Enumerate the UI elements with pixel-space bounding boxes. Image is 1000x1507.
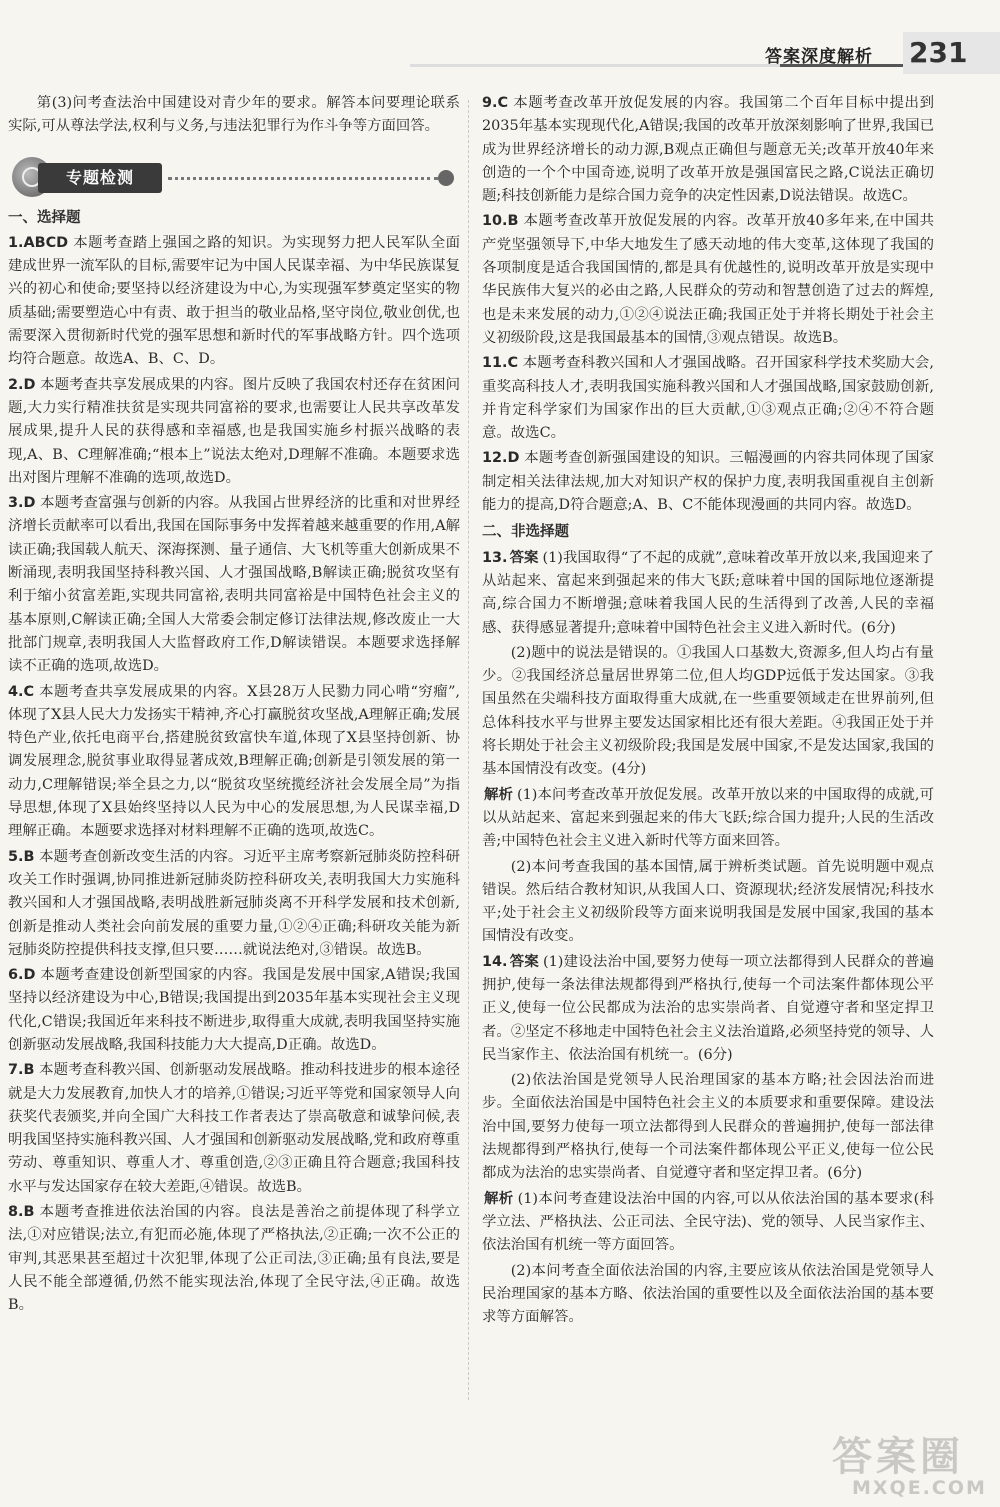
item-text: (1)我国取得“了不起的成就”,意味着改革开放以来,我国迎来了从站起来、富起来到强起来的伟大飞跃;意味着中国的国际地位逐渐提高,综合国力不断增强;意味着我国人民的生活得到了改善,人民的幸福感、获得感显著提升;意味着中国特色社会主义进入新时代。(6分) [482,549,934,636]
section-banner [8,155,460,199]
item-text: (1)本问考查改革开放促发展。改革开放以来的中国取得的成就,可以从站起来、富起来到强起来的伟大飞跃;综合国力提升;人民的生活改善;中国特色社会主义进入新时代等方面来回答。 [482,786,934,850]
item-text: (1)建设法治中国,要努力使每一项立法都得到人民群众的普遍拥护,使每一条法律法规都得到严格执行,使每一个司法案件都体现公平正义,使每一位公民都成为法治的忠实崇尚者、自觉遵守者和坚定捍卫者。②坚定不移地走中国特色社会主义法治道路,必须坚持党的领导、人民当家作主、依法治国有机统一。(6分) [482,953,934,1063]
item-number: 8.B [8,1204,35,1221]
item-number: 11.C [482,355,519,372]
answer-item [482,352,934,445]
page-number: 231 [909,36,968,69]
intro-paragraph: 第(3)问考查法治中国建设对青少年的要求。解答本问要理论联系实际,可从尊法学法,权利与义务,与违法犯罪行为作斗争等方面回答。 [8,95,460,135]
q14-answer-1 [482,951,934,1067]
item-number: 13. [482,549,508,566]
item-text: (1)本问考查建设法治中国的内容,可以从依法治国的基本要求(科学立法、严格执法、公正司法、全民守法)、党的领导、人民当家作主、依法治国有机统一等方面回答。 [482,1190,934,1254]
watermark-url: MXQE.COM [852,1477,987,1499]
item-number: 12.D [482,450,520,467]
answer-item [482,210,934,350]
analysis-label: 解析 [484,786,514,803]
item-number: 4.C [8,683,35,700]
left-column [8,92,460,1320]
watermark-logo [812,1425,992,1505]
answer-item [8,1201,460,1317]
answer-label: 答案 [509,549,539,566]
item-number: 10.B [482,213,519,230]
dotted-rule [168,177,438,180]
item-number: 7.B [8,1062,35,1079]
banner-end-dot-icon [438,170,454,186]
answer-item [8,492,460,678]
analysis-label: 解析 [484,1190,514,1207]
q13-answer-2: (2)题中的说法是错误的。①我国人口基数大,资源多,但人均占有量少。②我国经济总量居世界第二位,但人均GDP远低于发达国家。③我国虽然在尖端科技方面取得重大成就,在一些重要领域走在世界前列,但总体科技水平与世界主要发达国家相比还有很大差距。④我国正处于并将长期处于社会主义初级阶段;我国是发展中国家,不是发达国家,我国的基本国情没有改变。(4分) [482,644,934,778]
answer-item [8,681,460,844]
item-text: 本题考查科教兴国、创新驱动发展战略。推动科技进步的根本途径就是大力发展教育,加快人才的培养,①错误;习近平等党和国家领导人向获奖代表颁奖,并向全国广大科技工作者表达了崇高敬意和诚挚问候,表明我国坚持实施科教兴国、人才强国和创新驱动发展战略,党和政府尊重劳动、尊重知识、尊重人才、尊重创造,②③正确且符合题意;我国科技水平与发达国家存在较大差距,④错误。故选B。 [8,1062,460,1195]
answer-item [482,92,934,208]
right-column [482,92,934,1331]
q13-analysis-2: (2)本问考查我国的基本国情,属于辨析类试题。首先说明题中观点错误。然后结合教材知识,从我国人口、资源现状;经济发展情况;科技水平;处于社会主义初级阶段等方面来说明我国是发展中国家,我国的基本国情没有改变。 [482,858,934,945]
item-text: 本题考查建设创新型国家的内容。我国是发展中国家,A错误;我国坚持以经济建设为中心,B错误;我国提出到2035年基本实现社会主义现代化,C错误;我国近年来科技不断进步,取得重大成就,表明我国坚持实施创新驱动发展战略,我国科技能力大大提高,D正确。故选D。 [8,967,460,1053]
item-text: 本题考查踏上强国之路的知识。为实现努力把人民军队全面建成世界一流军队的目标,需要牢记为中国人民谋幸福、为中华民族谋复兴的初心和使命;要坚持以经济建设为中心,为实现强军梦奠定坚实的物质基础;需要塑造心中有责、敢于担当的敬业品格,坚守岗位,敬业创优,也需要深入贯彻新时代党的强军思想和新时代的军事战略方针。四个选项均符合题意。故选A、B、C、D。 [8,234,460,368]
page-number-box [903,32,1000,74]
answer-item [482,447,934,517]
section-heading-choice: 一、选择题 [8,209,81,226]
item-text: 本题考查科教兴国和人才强国战略。召开国家科学技术奖励大会,重奖高科技人才,表明我国实施科教兴国和人才强国战略,国家鼓励创新,并肯定科学家们为国家作出的巨大贡献,①③观点正确;②④不符合题意。故选C。 [482,355,935,442]
section-heading-nonchoice: 二、非选择题 [482,524,569,541]
q13-analysis-1 [482,784,934,854]
item-text: 本题考查富强与创新的内容。从我国占世界经济的比重和对世界经济增长贡献率可以看出,我国在国际事务中发挥着越来越重要的作用,A解读正确;我国载人航天、深海探测、量子通信、大飞机等重大创新成果不断涌现,表明我国坚持科教兴国、人才强国战略,B解读正确;脱贫攻坚有利于缩小贫富差距,实现共同富裕,表明共同富裕是中国特色社会主义的基本原则,C解读正确;全国人大常委会制定修订法律法规,修改废止一大批部门规章,表明我国人大监督政府工作,D解读错误。本题要求选择解读不正确的选项,故选D。 [8,495,460,675]
q14-analysis-2: (2)本问考查全面依法治国的内容,主要应该从依法治国是党领导人民治理国家的基本方略、依法治国的重要性以及全面依法治国的基本要求等方面解答。 [482,1262,934,1326]
page-header [0,0,1000,100]
item-number: 5.B [8,848,35,865]
item-text: 本题考查创新改变生活的内容。习近平主席考察新冠肺炎防控科研攻关工作时强调,协同推进新冠肺炎防控科研攻关,表明我国大力实施科教兴国和人才强国战略,表明战胜新冠肺炎离不开科学发展和技术创新,创新是推动人类社会向前发展的重要力量,①②④正确;科研攻关能为新冠肺炎防控提供科技支撑,但只要……就说法绝对,③错误。故选B。 [8,848,460,958]
item-text: 本题考查改革开放促发展的内容。改革开放40多年来,在中国共产党坚强领导下,中华大地发生了感天动地的伟大变革,这体现了我国的各项制度是适合我国国情的,都是具有优越性的,说明改革开放是实现中华民族伟大复兴的必由之路,人民群众的劳动和智慧创造了过去的辉煌,也是未来发展的动力,①②④说法正确;我国正处于并将长期处于社会主义初级阶段,这是我国最基本的国情,③观点错误。故选B。 [482,213,935,346]
answer-item [8,232,460,372]
answer-label: 答案 [509,953,540,970]
item-text: 本题考查创新强国建设的知识。三幅漫画的内容共同体现了国家制定相关法律法规,加大对知识产权的保护力度,表明我国重视自主创新能力的提高,D符合题意;A、B、C不能体现漫画的共同内容。故选D。 [482,450,934,514]
item-number: 6.D [8,967,36,984]
item-number: 14. [482,953,508,970]
q13-answer-1 [482,547,934,640]
item-text: 本题考查共享发展成果的内容。图片反映了我国农村还存在贫困问题,大力实行精准扶贫是实现共同富裕的要求,也需要让人民共享改革发展成果,提升人民的获得感和幸福感,也是我国实施乡村振兴战略的表现,A、B、C理解准确;“根本上”说法太绝对,D理解不准确。本题要求选出对图片理解不准确的选项,故选D。 [8,376,460,486]
answer-item [8,374,460,490]
item-text: 本题考查共享发展成果的内容。X县28万人民勠力同心啃“穷瘤”,体现了X县人民大力发扬实干精神,齐心打赢脱贫攻坚战,A理解正确;发展特色产业,依托电商平台,搭建脱贫致富快车道,体现了X县坚持创新、协调发展理念,脱贫事业取得显著成效,B理解正确;创新是引领发展的第一动力,C理解错误;举全县之力,以“脱贫攻坚统揽经济社会发展全局”为指导思想,体现了X县始终坚持以人民为中心的发展思想,为人民谋幸福,D理解正确。本题要求选择对材料理解不正确的选项,故选C。 [8,683,460,840]
header-title: 答案深度解析 [765,47,873,67]
item-number: 9.C [482,95,509,111]
item-number: 1.ABCD [8,234,69,251]
item-text: 本题考查推进依法治国的内容。良法是善治之前提体现了科学立法,①对应错误;法立,有犯而必施,体现了严格执法,②正确;一次不公正的审判,其恶果甚至超过十次犯罪,体现了公正司法,③正确;虽有良法,要是人民不能全部遵循,仍然不能实现法治,体现了全民守法,④正确。故选B。 [8,1204,460,1314]
item-number: 2.D [8,376,36,393]
answer-item [8,1059,460,1199]
item-text: 本题考查改革开放促发展的内容。我国第二个百年目标中提出到2035年基本实现现代化,A错误;我国的改革开放深刻影响了世界,我国已成为世界经济增长的动力源,B观点正确但与题意无关;改革开放40年来创造的一个个中国奇迹,说明了改革开放是强国富民之路,C说法正确切题;科技创新能力是综合国力竞争的决定性因素,D说法错误。故选C。 [482,95,934,205]
banner-label: 专题检测 [38,163,162,193]
column-divider [468,100,469,1400]
q14-answer-2: (2)依法治国是党领导人民治理国家的基本方略;社会因法治而进步。全面依法治国是中国特色社会主义的本质要求和重要保障。建设法治中国,要努力使每一项立法都得到人民群众的普遍拥护,使每一部法律法规都得到严格执行,使每一个司法案件都体现公平正义,使每一位公民都成为法治的忠实崇尚者、自觉遵守者和坚定捍卫者。(6分) [482,1072,934,1182]
q14-analysis-1 [482,1188,934,1258]
answer-item [8,964,460,1057]
watermark-text: 答案圈 [832,1434,964,1480]
item-number: 3.D [8,495,36,512]
answer-item [8,846,460,962]
